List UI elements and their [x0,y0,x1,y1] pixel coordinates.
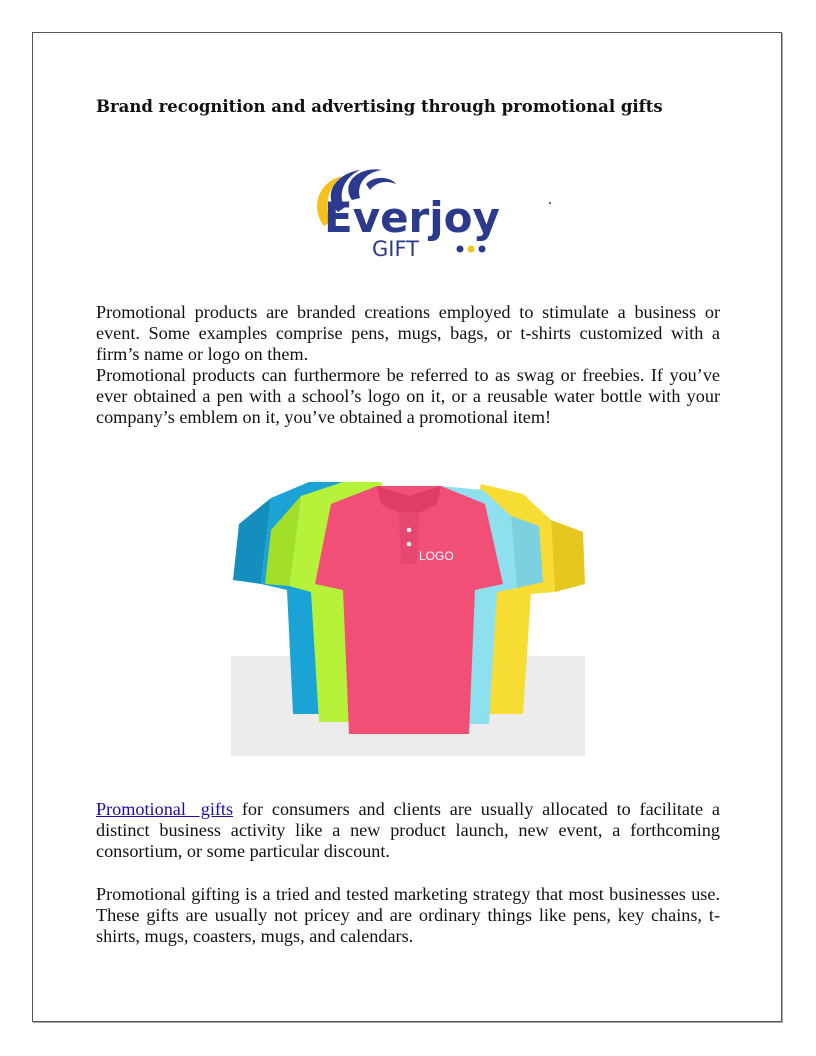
intro-text [96,302,720,428]
paragraph-1: Promotional products are branded creations employed to stimulate a business or event. Some examples comprise pens, mugs, bags, or t-shirts customized with a firm’s name or logo on them. [96,302,720,364]
logo-swoosh-4 [366,178,396,190]
logo-dot-3 [479,246,486,253]
paragraph-3-text: for consumers and clients are usually allocated to facilitate a distinct business activity like a new product launch, new event, a forthcoming consortium, or some particular discount. [96,799,720,861]
paragraph-2: Promotional products can furthermore be referred to as swag or freebies. If you’ve ever obtained a pen with a school’s logo on it, or a reusable water bottle with your company’s emblem on it, you’ve obtained a promotional item! [96,365,720,427]
everjoy-gift-logo [300,160,560,260]
logo-word: Everjoy [324,193,500,242]
paragraph-4: Promotional gifting is a tried and tested marketing strategy that most businesses use. These gifts are usually not pricey and are ordinary things like pens, key chains, t-shirts, mugs, coasters, mugs, and calendars. [96,884,720,946]
logo-dot-1 [457,246,464,253]
promotional-gifts-link[interactable]: Promotional gifts [96,799,234,819]
logo-speck [549,202,551,204]
logo-dot-2 [468,246,475,253]
page-title: Brand recognition and advertising through promotional gifts [96,97,663,116]
promo-gifts-paragraph [96,799,720,862]
polo-shirts-image [231,472,585,756]
logo-sub: GIFT [372,237,420,260]
shirt-logo-text: LOGO [419,549,454,563]
